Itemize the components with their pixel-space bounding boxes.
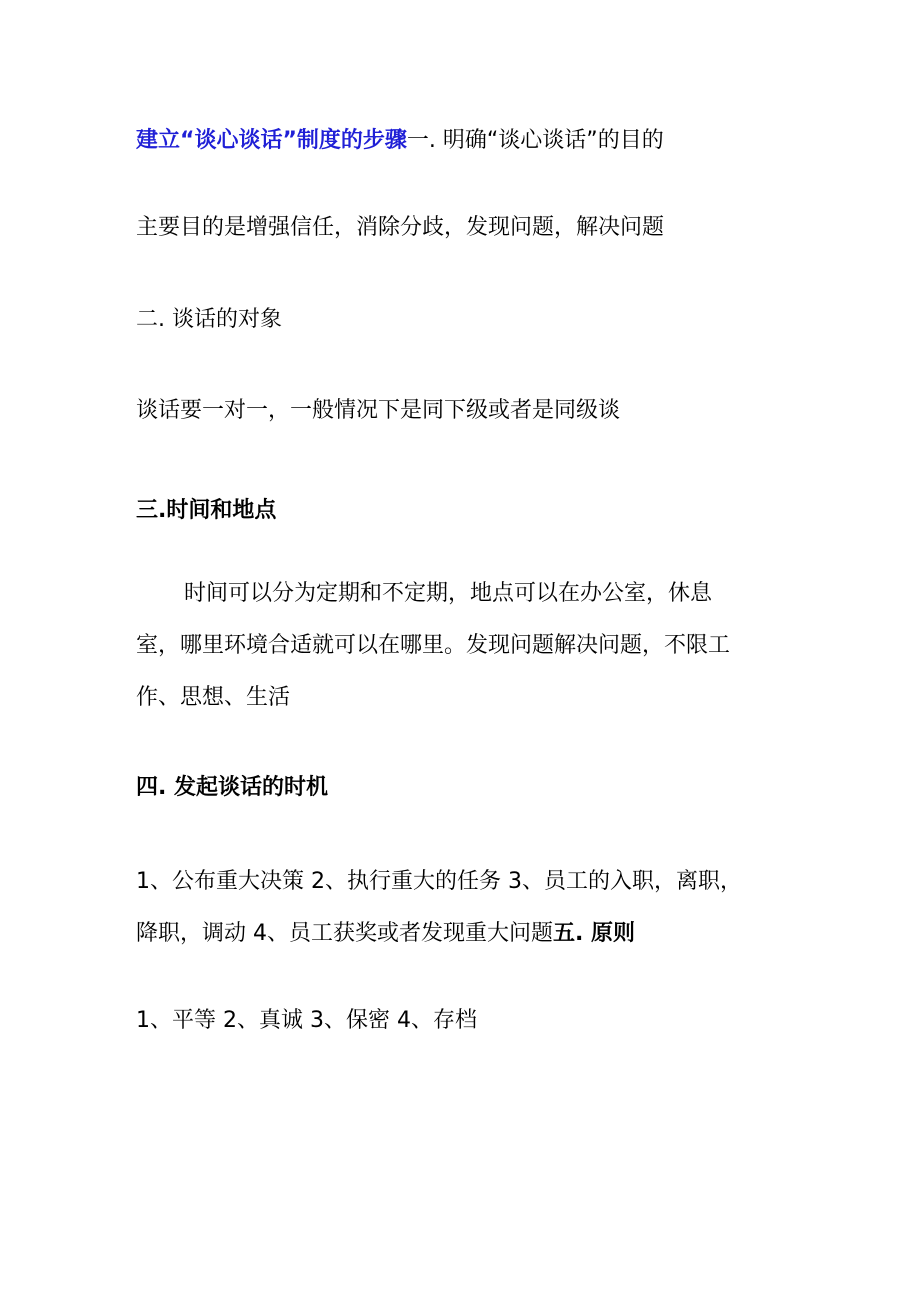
title-line: [136, 128, 664, 154]
title-link[interactable]: 建立“谈心谈话”制度的步骤: [136, 128, 407, 153]
section-4-line-2: 降职，调动 4、员工获奖或者发现重大问题五. 原则: [136, 921, 636, 946]
section-2-heading: 二. 谈话的对象: [136, 307, 282, 332]
section-1-heading: 一. 明确“谈心谈话”的目的: [406, 128, 664, 153]
section-3-line-3: 作、思想、生活: [136, 685, 291, 710]
section-2-paragraph: 谈话要一对一，一般情况下是同下级或者是同级谈: [136, 398, 621, 423]
section-3-paragraph: [136, 568, 776, 724]
section-1-paragraph: 主要目的是增强信任，消除分歧，发现问题，解决问题: [136, 215, 665, 240]
section-4-paragraph: [136, 856, 776, 960]
section-5-paragraph: 1、平等 2、真诚 3、保密 4、存档: [136, 1008, 477, 1033]
section-4-heading: 四. 发起谈话的时机: [136, 775, 329, 800]
section-3-line-1: 时间可以分为定期和不定期，地点可以在办公室，休息: [184, 581, 713, 606]
section-5-heading: 五. 原则: [553, 921, 636, 946]
section-4-line-1: 1、公布重大决策 2、执行重大的任务 3、员工的入职，离职，: [136, 869, 742, 894]
section-3-line-2: 室，哪里环境合适就可以在哪里。发现问题解决问题，不限工: [136, 633, 731, 658]
section-3-heading: 三.时间和地点: [136, 498, 277, 523]
